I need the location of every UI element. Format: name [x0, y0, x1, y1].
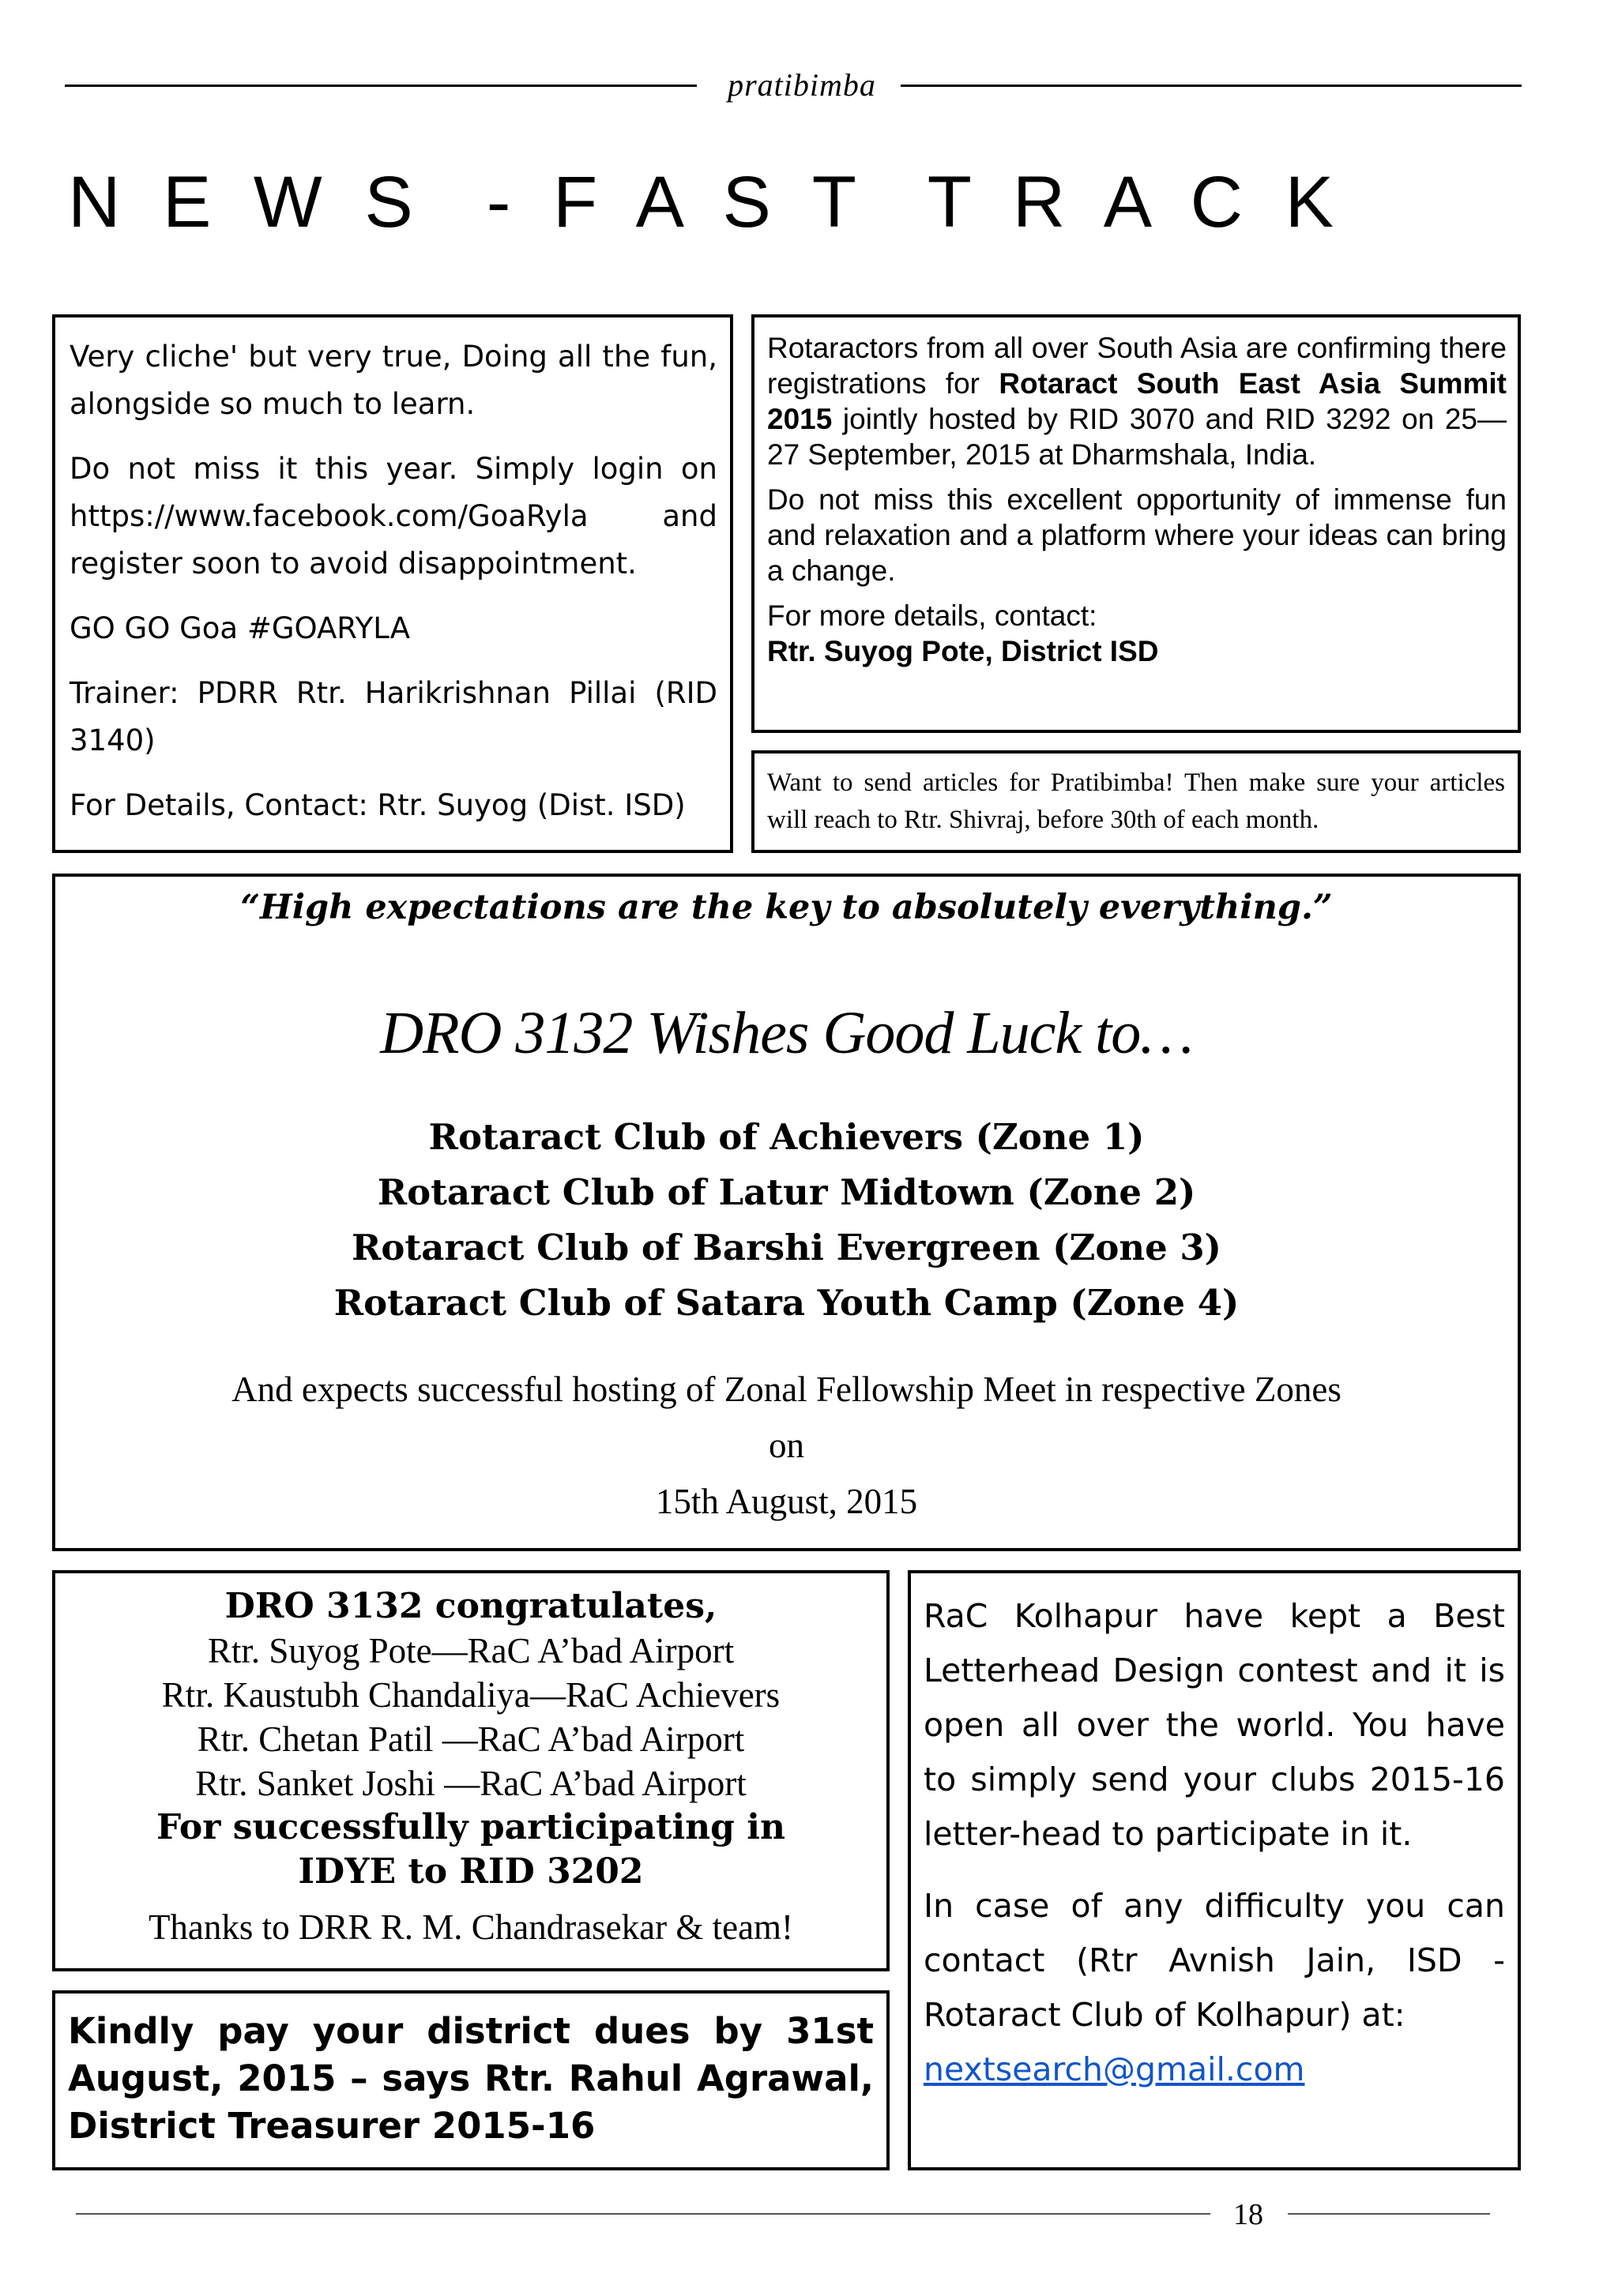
- congrats-name: Rtr. Sanket Joshi —RaC A’bad Airport: [195, 1764, 747, 1803]
- summit-para2: Do not miss this excellent opportunity of immense fun and relaxation and a platform where your ideas can bring a change.: [767, 483, 1507, 587]
- summit-contact: Rtr. Suyog Pote, District ISD: [767, 635, 1159, 667]
- wishes-club-item: Rotaract Club of Satara Youth Camp (Zone 4): [333, 1282, 1240, 1324]
- letterhead-box: [908, 1570, 1521, 2170]
- header-rule-left: [65, 85, 697, 87]
- wishes-club-item: Rotaract Club of Barshi Evergreen (Zone 3): [352, 1227, 1221, 1268]
- ryla-box: [52, 314, 733, 853]
- congrats-reason-1: For successfully participating in: [156, 1807, 785, 1847]
- wishes-club-list: [55, 1110, 1518, 1331]
- congrats-box: [52, 1570, 890, 1971]
- dues-notice: Kindly pay your district dues by 31st August, 2015 – says Rtr. Rahul Agrawal, District Treasurer 2015-16: [68, 2010, 874, 2147]
- ryla-slogan: GO GO Goa #GOARYLA: [70, 611, 411, 645]
- wishes-heading: DRO 3132 Wishes Good Luck to…: [380, 1000, 1193, 1066]
- footer-rule-left: [76, 2213, 1210, 2215]
- wishes-expects-block: [55, 1362, 1518, 1530]
- wishes-date: 15th August, 2015: [655, 1482, 918, 1521]
- ryla-login-suffix: and register soon to avoid disappointment.: [70, 499, 717, 581]
- wishes-quote: “High expectations are the key to absolutely everything.”: [240, 888, 1333, 927]
- congrats-thanks: Thanks to DRR R. M. Chandrasekar & team!: [148, 1907, 794, 1947]
- congrats-name: Rtr. Suyog Pote—RaC A’bad Airport: [207, 1631, 735, 1670]
- magazine-name: pratibimba: [728, 67, 876, 103]
- dues-box: [52, 1990, 890, 2170]
- articles-notice-box: [751, 750, 1521, 853]
- wishes-club-item: Rotaract Club of Achievers (Zone 1): [428, 1116, 1145, 1158]
- letterhead-para1: RaC Kolhapur have kept a Best Letterhead Design contest and it is open all over the world. You have to simply send your clubs 2015-16 letter-head to participate in it.: [924, 1597, 1505, 1853]
- section-title: N E W S - F A S T T R A C K: [68, 162, 1345, 242]
- summit-para1: [767, 330, 1507, 472]
- header-rule-right: [901, 85, 1522, 87]
- summit-box: [751, 314, 1521, 733]
- letterhead-para2: In case of any difficulty you can contact (Rtr Avnish Jain, ISD - Rotaract Club of Kolhapur) at:: [924, 1887, 1505, 2034]
- footer-rule-right: [1288, 2213, 1490, 2215]
- ryla-login-prefix: Do not miss it this year. Simply login on: [70, 452, 717, 486]
- wishes-box: [52, 874, 1521, 1551]
- letterhead-email-link[interactable]: nextsearch@gmail.com: [924, 2050, 1305, 2088]
- ryla-login-url[interactable]: https://www.facebook.com/GoaRyla: [70, 499, 589, 533]
- page-number: 18: [1233, 2198, 1263, 2231]
- ryla-trainer: Trainer: PDRR Rtr. Harikrishnan Pillai (RID 3140): [70, 676, 717, 757]
- summit-text-b: jointly hosted by RID 3070 and RID 3292 on 25—27 September, 2015 at Dharmshala, India.: [767, 403, 1507, 471]
- summit-more-details: For more details, contact:: [767, 599, 1097, 632]
- ryla-login: [70, 445, 717, 588]
- summit-event-name: Rotaract South East Asia Summit 2015: [767, 367, 1507, 435]
- congrats-name: Rtr. Kaustubh Chandaliya—RaC Achievers: [161, 1675, 781, 1715]
- summit-text-a: Rotaractors from all over South Asia are confirming there registrations for: [767, 332, 1507, 400]
- articles-notice: Want to send articles for Pratibimba! Then make sure your articles will reach to Rtr. Shivraj, before 30th of each month.: [767, 768, 1505, 834]
- wishes-expects: And expects successful hosting of Zonal Fellowship Meet in respective Zones: [231, 1370, 1341, 1409]
- congrats-name: Rtr. Chetan Patil —RaC A’bad Airport: [197, 1719, 745, 1759]
- congrats-reason-2: IDYE to RID 3202: [298, 1851, 644, 1892]
- wishes-on: on: [769, 1426, 804, 1465]
- wishes-club-item: Rotaract Club of Latur Midtown (Zone 2): [377, 1171, 1196, 1213]
- congrats-title: DRO 3132 congratulates,: [224, 1586, 717, 1626]
- ryla-contact: For Details, Contact: Rtr. Suyog (Dist. ISD): [70, 788, 686, 822]
- ryla-intro: Very cliche' but very true, Doing all the fun, alongside so much to learn.: [70, 340, 717, 421]
